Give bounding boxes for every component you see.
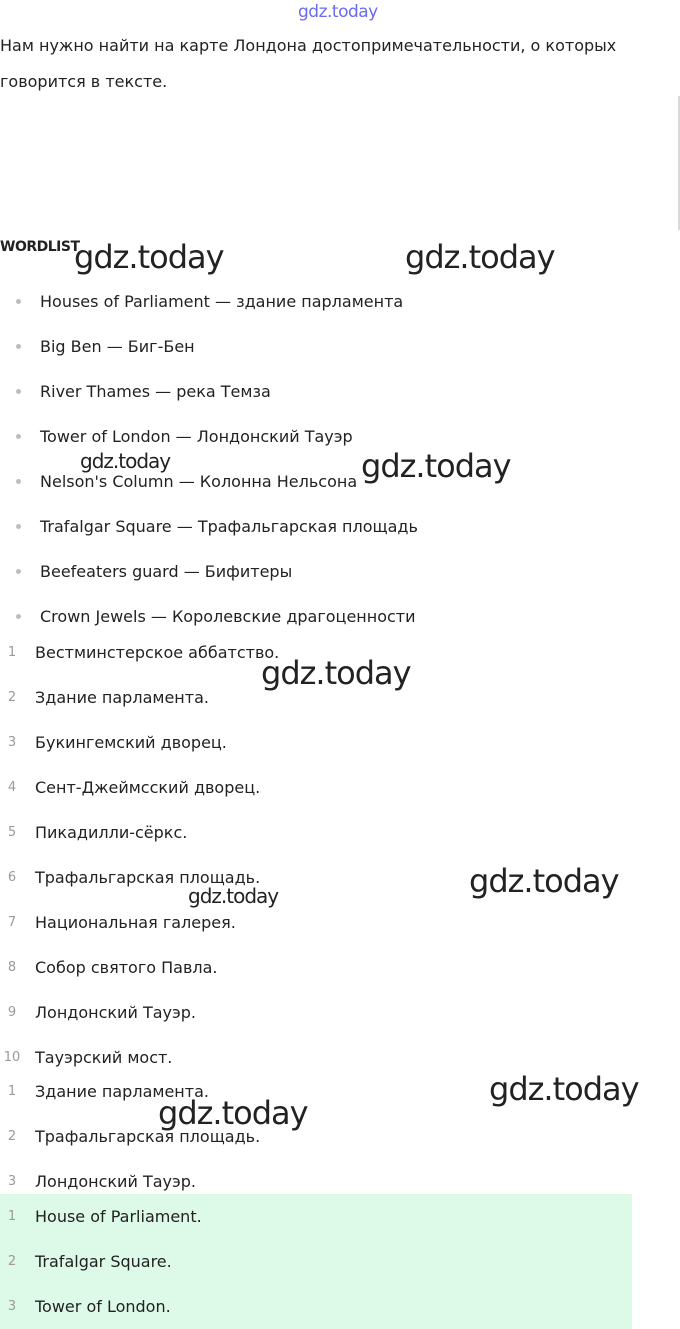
watermark: gdz.today [74,238,224,276]
task-intro-text: Нам нужно найти на карте Лондона достопримечательности, о которых говорится в тексте. [0,36,617,91]
bullet-icon [16,434,21,439]
wordlist [0,279,418,639]
list-item: 7 Национальная галерея. [0,900,279,945]
list-number: 2 [7,1254,17,1269]
header-watermark: gdz.today [298,2,378,22]
list-item: 5 Пикадилли-сёркс. [0,810,279,855]
list-item: 4 Сент-Джеймсский дворец. [0,765,279,810]
list-item: 2 Здание парламента. [0,675,279,720]
watermark: gdz.today [158,1094,308,1132]
list-item: 1 Здание парламента. [0,1069,260,1114]
bullet-icon [16,299,21,304]
list-item: 10 Тауэрский мост. [0,1035,279,1080]
wordlist-item: Nelson's Column — Колонна Нельсона [0,459,418,504]
watermark: gdz.today [469,862,619,900]
bullet-icon [16,569,21,574]
list-item: 1 Вестминстерское аббатство. [0,630,279,675]
list-number: 2 [7,1129,17,1144]
watermark: gdz.today [361,447,511,485]
watermark: gdz.today [80,449,171,473]
list-number: 6 [7,870,17,885]
list-number: 5 [7,825,17,840]
list-number: 3 [7,1299,17,1314]
list-item: 2 Трафальгарская площадь. [0,1114,260,1159]
wordlist-item: Trafalgar Square — Трафальгарская площадь [0,504,418,549]
list-item: 6 Трафальгарская площадь. [0,855,279,900]
watermark: gdz.today [489,1070,639,1108]
sights-list [0,630,279,1080]
bullet-icon [16,344,21,349]
wordlist-title: WORDLIST [0,239,80,255]
watermark: gdz.today [261,654,411,692]
watermark: gdz.today [188,884,279,908]
list-number: 4 [7,780,17,795]
wordlist-item: River Thames — река Темза [0,369,418,414]
list-item: 3 Букингемский дворец. [0,720,279,765]
list-number: 10 [3,1050,21,1065]
bullet-icon [16,524,21,529]
list-number: 1 [7,645,17,660]
bullet-icon [16,389,21,394]
list-number: 9 [7,1005,17,1020]
list-number: 3 [7,1174,17,1189]
list-number: 2 [7,690,17,705]
list-item: 2 Trafalgar Square. [0,1239,632,1284]
answer-list-english [0,1194,632,1329]
wordlist-item: Tower of London — Лондонский Тауэр [0,414,418,459]
list-number: 8 [7,960,17,975]
bullet-icon [16,479,21,484]
list-number: 1 [7,1084,17,1099]
watermark: gdz.today [405,238,555,276]
wordlist-item: Houses of Parliament — здание парламента [0,279,418,324]
list-item: 9 Лондонский Тауэр. [0,990,279,1035]
wordlist-item: Big Ben — Биг-Бен [0,324,418,369]
wordlist-item: Beefeaters guard — Бифитеры [0,549,418,594]
list-number: 3 [7,735,17,750]
list-item: 8 Собор святого Павла. [0,945,279,990]
list-item: 1 House of Parliament. [0,1194,632,1239]
wordlist-item: Crown Jewels — Королевские драгоценности [0,594,418,639]
list-number: 1 [7,1209,17,1224]
list-item: 3 Лондонский Тауэр. [0,1159,260,1204]
answer-list-russian [0,1069,260,1204]
list-number: 7 [7,915,17,930]
list-item: 3 Tower of London. [0,1284,632,1329]
bullet-icon [16,614,21,619]
